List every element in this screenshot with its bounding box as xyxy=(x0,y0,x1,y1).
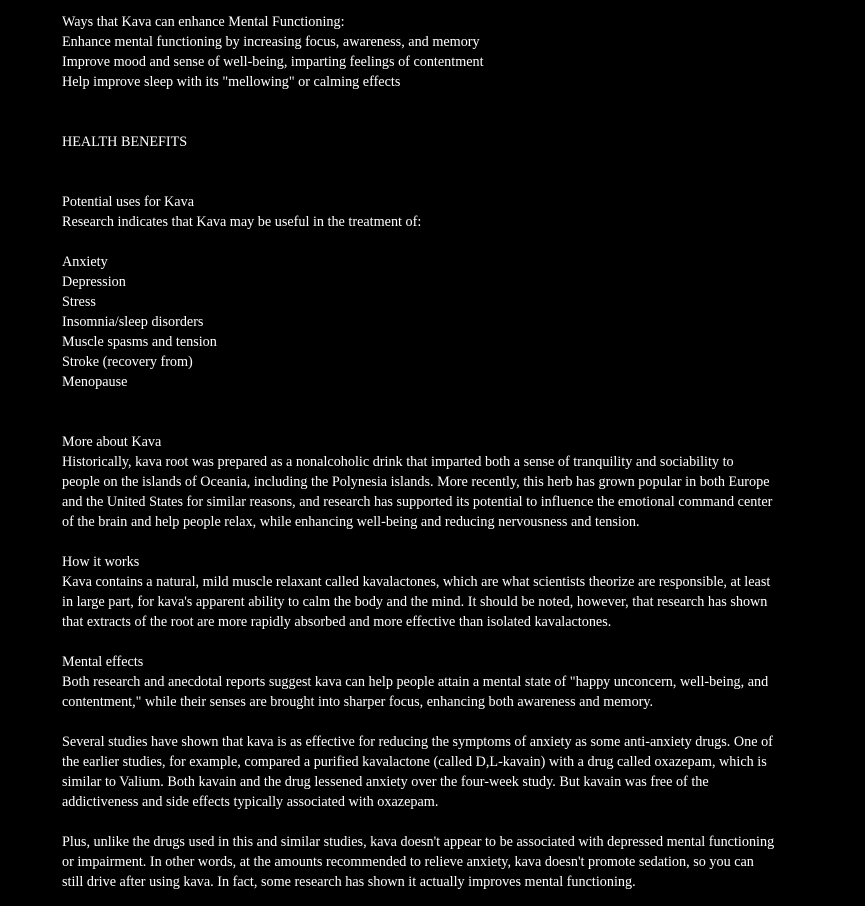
studies-text: similar to Valium. Both kavain and the drug lessened anxiety over the four-week study. But kavain was free of the xyxy=(62,774,709,790)
spacer xyxy=(62,392,832,432)
condition-item: Depression xyxy=(62,274,126,290)
condition-item: Stress xyxy=(62,294,96,310)
how-it-works-text: in large part, for kava's apparent ability to calm the body and the mind. It should be noted, however, that research has shown xyxy=(62,594,768,610)
health-benefits-heading: HEALTH BENEFITS xyxy=(62,134,188,150)
more-about-text: of the brain and help people relax, while enhancing well-being and reducing nervousness and tension. xyxy=(62,514,640,530)
potential-uses-section xyxy=(62,192,832,392)
studies-text: addictiveness and side effects typically associated with oxazepam. xyxy=(62,794,439,810)
how-it-works-text: Kava contains a natural, mild muscle relaxant called kavalactones, which are what scientists theorize are responsible, at least xyxy=(62,574,771,590)
spacer xyxy=(62,152,832,192)
condition-item: Menopause xyxy=(62,374,128,390)
condition-item: Insomnia/sleep disorders xyxy=(62,314,204,330)
spacer xyxy=(62,712,832,732)
mental-effects-text: Both research and anecdotal reports suggest kava can help people attain a mental state of "happy unconcern, well-being, and xyxy=(62,674,769,690)
mental-effects-section xyxy=(62,652,832,712)
mental-functioning-item: Help improve sleep with its "mellowing" or calming effects xyxy=(62,74,401,90)
article-body xyxy=(62,12,832,892)
studies-paragraph xyxy=(62,732,832,812)
more-about-section xyxy=(62,432,832,532)
plus-text: still drive after using kava. In fact, some research has shown it actually improves mental functioning. xyxy=(62,874,636,890)
mental-functioning-item: Enhance mental functioning by increasing focus, awareness, and memory xyxy=(62,34,480,50)
studies-text: the earlier studies, for example, compared a purified kavalactone (called D,L-kavain) with a drug called oxazepam, which is xyxy=(62,754,767,770)
spacer xyxy=(62,532,832,552)
condition-item: Stroke (recovery from) xyxy=(62,354,193,370)
how-it-works-section xyxy=(62,552,832,632)
plus-text: or impairment. In other words, at the amounts recommended to relieve anxiety, kava doesn't promote sedation, so you can xyxy=(62,854,754,870)
plus-text: Plus, unlike the drugs used in this and similar studies, kava doesn't appear to be associated with depressed mental functioning xyxy=(62,834,775,850)
how-it-works-heading: How it works xyxy=(62,554,140,570)
condition-item: Anxiety xyxy=(62,254,108,270)
mental-functioning-heading: Ways that Kava can enhance Mental Functioning: xyxy=(62,14,345,30)
more-about-heading: More about Kava xyxy=(62,434,162,450)
spacer xyxy=(62,812,832,832)
how-it-works-text: that extracts of the root are more rapidly absorbed and more effective than isolated kavalactones. xyxy=(62,614,612,630)
potential-uses-intro: Research indicates that Kava may be useful in the treatment of: xyxy=(62,214,422,230)
potential-uses-heading: Potential uses for Kava xyxy=(62,194,194,210)
condition-item: Muscle spasms and tension xyxy=(62,334,217,350)
spacer xyxy=(62,92,832,132)
more-about-text: people on the islands of Oceania, including the Polynesia islands. More recently, this herb has grown popular in both Europe xyxy=(62,474,770,490)
spacer xyxy=(62,232,832,252)
mental-effects-text: contentment," while their senses are brought into sharper focus, enhancing both awareness and memory. xyxy=(62,694,654,710)
mental-effects-heading: Mental effects xyxy=(62,654,144,670)
more-about-text: and the United States for similar reasons, and research has supported its potential to influence the emotional command center xyxy=(62,494,773,510)
mental-functioning-item: Improve mood and sense of well-being, imparting feelings of contentment xyxy=(62,54,484,70)
more-about-text: Historically, kava root was prepared as a nonalcoholic drink that imparted both a sense of tranquility and sociability to xyxy=(62,454,734,470)
mental-functioning-section xyxy=(62,12,832,92)
studies-text: Several studies have shown that kava is as effective for reducing the symptoms of anxiety as some anti-anxiety drugs. One of xyxy=(62,734,773,750)
spacer xyxy=(62,632,832,652)
plus-paragraph xyxy=(62,832,832,892)
